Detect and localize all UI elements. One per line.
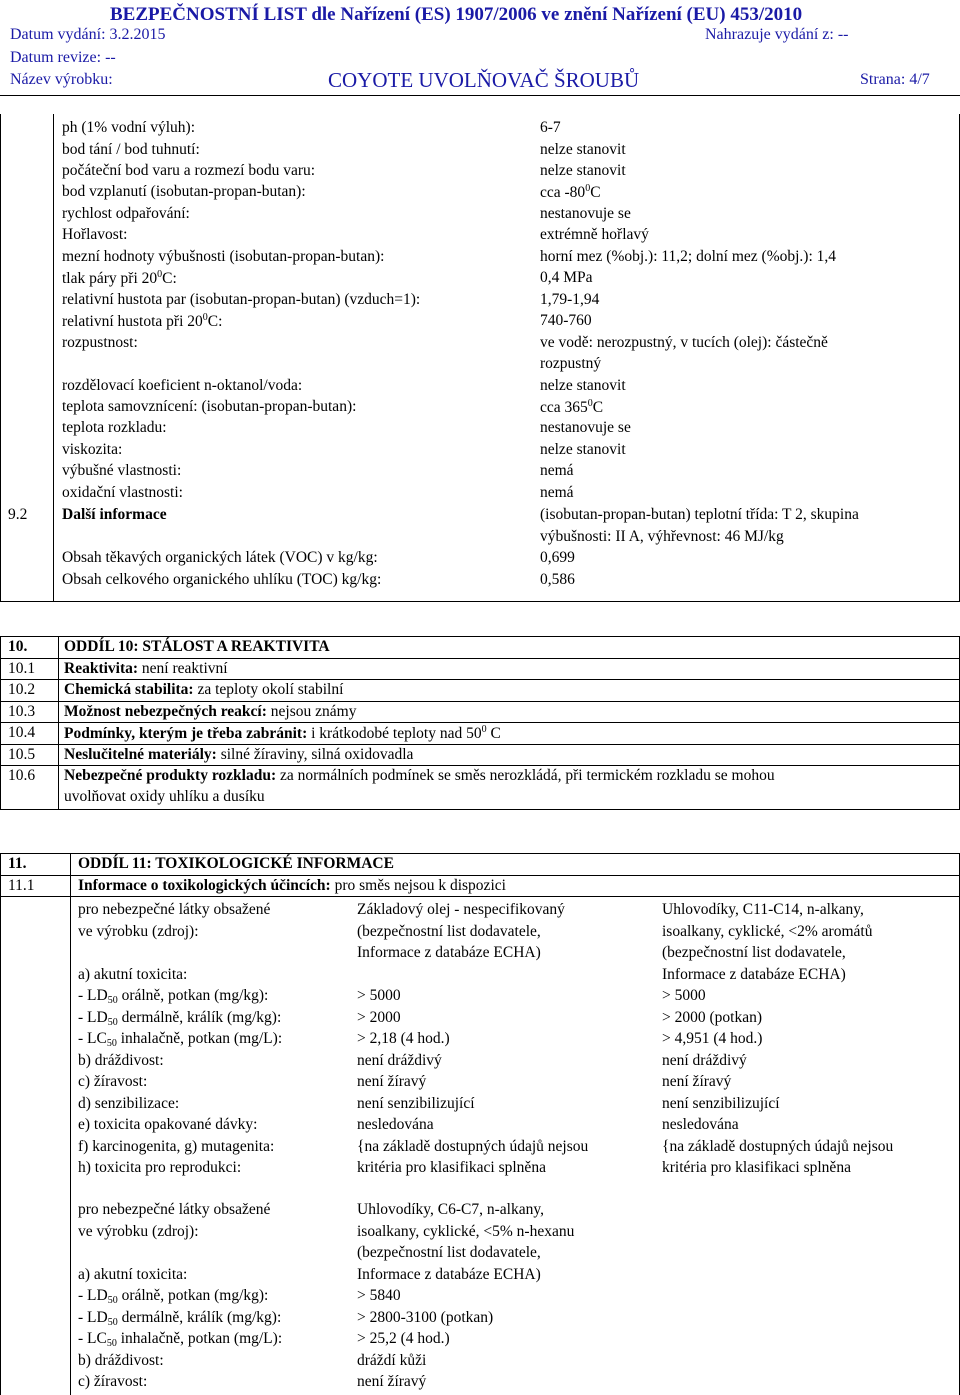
tox-parameter: c) žíravost:: [78, 1373, 148, 1390]
subsection-number: 11.1: [8, 877, 35, 894]
tox-value-col3: > 2000 (potkan): [662, 1008, 763, 1026]
tox-parameter: - $LC_{50}$ inhalačně, potkan (mg/L):: [78, 1030, 283, 1049]
section10-top-border: [0, 636, 960, 637]
tox-value-col2: nesledována: [357, 1116, 434, 1133]
tox-parameter: - $LD_{50}$ dermálně, králík (mg/kg):: [78, 1008, 282, 1028]
section-title: ODDÍL 11: TOXIKOLOGICKÉ INFORMACE: [78, 855, 394, 872]
section11-top-border: [0, 853, 960, 854]
tox-value-col2: není žíravý: [357, 1373, 427, 1390]
tox-source-col3: Uhlovodíky, C11-C14, n-alkany,: [662, 901, 864, 918]
section10-row-divider: [0, 722, 960, 723]
property-value: 0,4 MPa: [540, 269, 593, 286]
tox-value-col3: > 4,951 (4 hod.): [662, 1030, 763, 1047]
tox-value-col2: není senzibilizující: [357, 1094, 475, 1112]
header-divider: [0, 95, 960, 96]
tox-source-col3: isoalkany, cyklické, <2% aromátů: [662, 922, 873, 940]
toc-label: Obsah celkového organického uhlíku (TOC) kg/kg:: [62, 571, 382, 588]
subsection-text-continued: uvolňovat oxidy uhlíku a dusíku: [64, 788, 265, 805]
subsection-number: 10.2: [8, 681, 36, 698]
property-label: teplota samovznícení: (isobutan-propan-butan):: [62, 398, 357, 415]
section10-column-border: [58, 636, 59, 809]
subsection-text: Reaktivita: není reaktivní: [64, 660, 228, 677]
tox-value-col2: > 2,18 (4 hod.): [357, 1030, 450, 1047]
document-title: BEZPEČNOSTNÍ LIST dle Nařízení (ES) 1907/2006 ve znění Nařízení (EU) 453/2010: [110, 4, 803, 25]
subsection-text: Nebezpečné produkty rozkladu: za normálních podmínek se směs nerozkládá, při termickém rozkladu se mohou: [64, 767, 775, 784]
property-value: nestanovuje se: [540, 205, 631, 222]
tox-parameter: h) toxicita pro reprodukci:: [78, 1159, 242, 1176]
tox-source-label: pro nebezpečné látky obsažené: [78, 901, 271, 918]
property-label: Hořlavost:: [62, 226, 128, 243]
property-label: bod tání / bod tuhnutí:: [62, 141, 200, 158]
tox-parameter: f) karcinogenita, g) mutagenita:: [78, 1137, 275, 1155]
subsection-number: 10.3: [8, 703, 36, 720]
tox-value-col2: > 2800-3100 (potkan): [357, 1308, 494, 1326]
page-number: Strana: 4/7: [860, 71, 930, 88]
subsection-text: Neslučitelné materiály: silné žíraviny, silná oxidovadla: [64, 746, 414, 763]
property-value-continued: výbušnosti: II A, výhřevnost: 46 MJ/kg: [540, 528, 784, 545]
issue-date: Datum vydání: 3.2.2015: [10, 26, 166, 43]
property-value: cca $-80^0C$: [540, 183, 601, 201]
tox-parameter: b) dráždivost:: [78, 1051, 164, 1069]
subsection-number: 10.4: [8, 724, 36, 741]
tox-value-col2: dráždí kůži: [357, 1351, 427, 1369]
property-value: 6-7: [540, 119, 561, 136]
section11-column-border: [70, 853, 71, 1395]
tox-value-col2: > 5000: [357, 987, 401, 1004]
property-value: ve vodě: nerozpustný, v tucích (olej): částečně: [540, 334, 828, 351]
tox-source-label: ve výrobku (zdroj):: [78, 1222, 199, 1240]
tox-parameter: e) toxicita opakované dávky:: [78, 1116, 258, 1133]
tox-value-col3: kritéria pro klasifikaci splněna: [662, 1159, 851, 1176]
property-value: nelze stanovit: [540, 141, 626, 158]
tox-parameter: b) dráždivost:: [78, 1351, 164, 1369]
tox-source-col2: isoalkany, cyklické, <5% n-hexanu: [357, 1222, 575, 1240]
property-value: nemá: [540, 462, 574, 479]
replaces-issue: Nahrazuje vydání z: --: [705, 26, 849, 43]
section10-row-divider: [0, 658, 960, 659]
property-value: nelze stanovit: [540, 441, 626, 458]
subsection-text: Podmínky, kterým je třeba zabránit: i krátkodobé teploty nad $50^0$ C: [64, 724, 501, 742]
subsection-number: 10.5: [8, 746, 36, 763]
tox-parameter: - $LC_{50}$ inhalačně, potkan (mg/L):: [78, 1330, 283, 1349]
tox-source-col3: (bezpečnostní list dodavatele,: [662, 944, 846, 961]
tox-source-col2: Uhlovodíky, C6-C7, n-alkany,: [357, 1201, 544, 1218]
section-number: 10.: [8, 638, 28, 655]
property-value: horní mez (%obj.): 11,2; dolní mez (%obj.): 1,4: [540, 248, 837, 265]
toc-value: 0,586: [540, 571, 575, 588]
tox-value-col3: není žíravý: [662, 1073, 732, 1090]
subsection-number: 10.6: [8, 767, 36, 784]
tox-parameter: c) žíravost:: [78, 1073, 148, 1090]
product-name: COYOTE UVOLŇOVAČ ŠROUBŮ: [328, 68, 640, 92]
subsection-title: Další informace: [62, 506, 167, 523]
tox-value-col3: > 5000: [662, 987, 706, 1004]
property-label: rozpustnost:: [62, 334, 138, 351]
section-title: ODDÍL 10: STÁLOST A REAKTIVITA: [64, 638, 330, 655]
tox-value-col3: není senzibilizující: [662, 1094, 780, 1112]
property-value-continued: rozpustný: [540, 355, 602, 372]
tox-source-col2: (bezpečnostní list dodavatele,: [357, 922, 541, 940]
property-label: počáteční bod varu a rozmezí bodu varu:: [62, 162, 316, 179]
tox-parameter: d) senzibilizace:: [78, 1094, 180, 1112]
tox-value-col2: {na základě dostupných údajů nejsou: [357, 1137, 589, 1155]
revision-date: Datum revize: --: [10, 49, 116, 66]
section10-bottom-border: [0, 809, 960, 810]
property-label: teplota rozkladu:: [62, 419, 167, 436]
property-label: viskozita:: [62, 441, 123, 458]
voc-value: 0,699: [540, 549, 575, 566]
section9-column-border: [53, 114, 54, 602]
voc-label: Obsah těkavých organických látek (VOC) v kg/kg:: [62, 549, 378, 566]
tox-parameter: - $LD_{50}$ dermálně, králík (mg/kg):: [78, 1308, 282, 1328]
property-label: ph (1% vodní výluh):: [62, 119, 196, 136]
property-label: mezní hodnoty výbušnosti (isobutan-propan-butan):: [62, 248, 385, 265]
tox-source-label: a) akutní toxicita:: [78, 1265, 188, 1283]
property-value: nelze stanovit: [540, 162, 626, 179]
property-label: tlak páry při $20^0C$:: [62, 269, 177, 287]
tox-source-label: ve výrobku (zdroj):: [78, 922, 199, 940]
tox-source-col3: Informace z databáze ECHA): [662, 965, 846, 983]
subsection-number: 9.2: [8, 506, 28, 523]
property-value: nestanovuje se: [540, 419, 631, 436]
property-value: 1,79-1,94: [540, 291, 600, 308]
property-label: výbušné vlastnosti:: [62, 462, 182, 479]
tox-parameter: - $LD_{50}$ orálně, potkan (mg/kg):: [78, 987, 269, 1006]
tox-source-label: pro nebezpečné látky obsažené: [78, 1201, 271, 1218]
section10-row-divider: [0, 679, 960, 680]
section10-row-divider: [0, 701, 960, 702]
tox-source-label: a) akutní toxicita:: [78, 965, 188, 983]
subsection-text: Chemická stabilita: za teploty okolí stabilní: [64, 681, 344, 698]
section10-row-divider: [0, 744, 960, 745]
section11-row-divider: [0, 875, 960, 876]
tox-value-col3: není dráždivý: [662, 1051, 747, 1069]
section-number: 11.: [8, 855, 27, 872]
section11-left-border: [0, 853, 1, 1395]
tox-source-col2: Informace z databáze ECHA): [357, 944, 541, 961]
section9-bottom-border: [0, 601, 960, 602]
tox-value-col2: > 5840: [357, 1287, 401, 1304]
subsection-text: Informace o toxikologických účincích: pro směs nejsou k dispozici: [78, 877, 506, 894]
property-label: oxidační vlastnosti:: [62, 484, 183, 501]
product-label: Název výrobku:: [10, 71, 113, 88]
section10-row-divider: [0, 765, 960, 766]
section11-row-divider: [0, 896, 960, 897]
tox-value-col2: > 25,2 (4 hod.): [357, 1330, 450, 1347]
property-value: (isobutan-propan-butan) teplotní třída: T 2, skupina: [540, 506, 859, 523]
tox-source-col2: (bezpečnostní list dodavatele,: [357, 1244, 541, 1261]
property-value: nelze stanovit: [540, 377, 626, 394]
tox-parameter: - $LD_{50}$ orálně, potkan (mg/kg):: [78, 1287, 269, 1306]
subsection-number: 10.1: [8, 660, 36, 677]
tox-value-col2: není dráždivý: [357, 1051, 442, 1069]
tox-value-col3: {na základě dostupných údajů nejsou: [662, 1137, 894, 1155]
tox-value-col3: nesledována: [662, 1116, 739, 1133]
property-label: relativní hustota par (isobutan-propan-butan) (vzduch=1):: [62, 291, 421, 308]
property-value: cca $365^0C$: [540, 398, 604, 416]
tox-value-col2: > 2000: [357, 1008, 401, 1026]
subsection-text: Možnost nebezpečných reakcí: nejsou známy: [64, 703, 357, 720]
property-label: relativní hustota při $20^0C$:: [62, 312, 223, 330]
property-label: bod vzplanutí (isobutan-propan-butan):: [62, 183, 306, 200]
tox-value-col2: není žíravý: [357, 1073, 427, 1090]
property-label: rychlost odpařování:: [62, 205, 190, 222]
property-value: 740-760: [540, 312, 592, 329]
property-value: extrémně hořlavý: [540, 226, 649, 243]
tox-value-col2: kritéria pro klasifikaci splněna: [357, 1159, 546, 1176]
property-value: nemá: [540, 484, 574, 501]
section10-left-border: [0, 636, 1, 809]
section9-left-border: [0, 114, 1, 602]
tox-source-col2: Základový olej - nespecifikovaný: [357, 901, 565, 918]
property-label: rozdělovací koeficient n-oktanol/voda:: [62, 377, 303, 394]
tox-source-col2: Informace z databáze ECHA): [357, 1265, 541, 1283]
